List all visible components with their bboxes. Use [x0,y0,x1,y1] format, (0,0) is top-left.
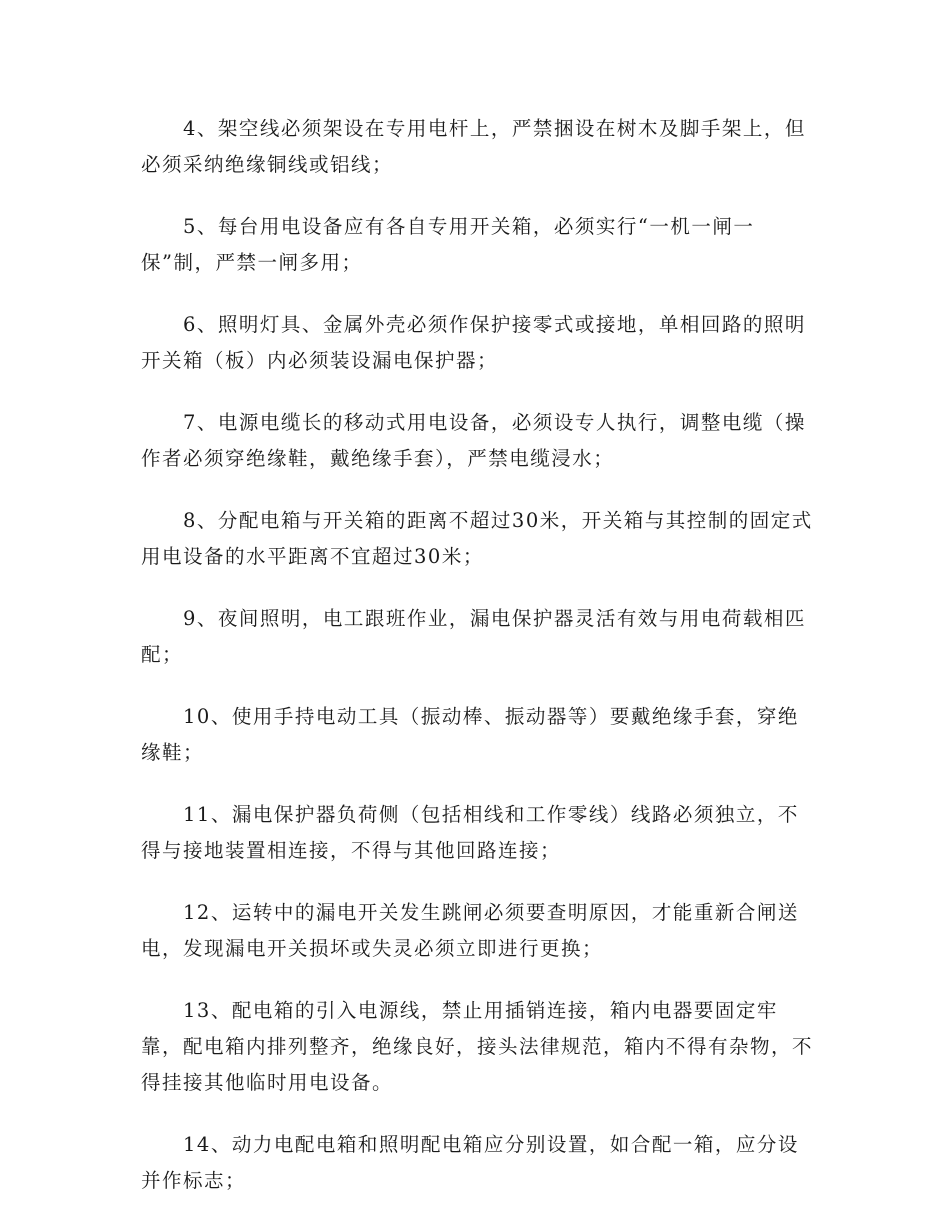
paragraph-item-7: 7、电源电缆长的移动式用电设备，必须设专人执行，调整电缆（操作者必须穿绝缘鞋，戴绝缘手套），严禁电缆浸水； [141,411,806,470]
paragraph-item-6: 6、照明灯具、金属外壳必须作保护接零式或接地，单相回路的照明开关箱（板）内必须装设漏电保护器； [141,313,806,372]
paragraph-item-8: 8、分配电箱与开关箱的距离不超过30米，开关箱与其控制的固定式用电设备的水平距离不宜超过30米； [141,509,813,568]
paragraph-item-14: 14、动力电配电箱和照明配电箱应分别设置，如合配一箱，应分设并作标志； [141,1133,799,1192]
paragraph-item-9: 9、夜间照明，电工跟班作业，漏电保护器灵活有效与用电荷载相匹配； [141,607,806,666]
paragraph-item-11: 11、漏电保护器负荷侧（包括相线和工作零线）线路必须独立，不得与接地装置相连接，不得与其他回路连接； [141,803,799,862]
paragraph-item-5: 5、每台用电设备应有各自专用开关箱，必须实行“一机一闸一保”制，严禁一闸多用； [141,215,755,274]
paragraph-item-12: 12、运转中的漏电开关发生跳闸必须要查明原因，才能重新合闸送电，发现漏电开关损坏或失灵必须立即进行更换； [141,901,799,960]
document-body [141,111,813,1225]
paragraph-item-13: 13、配电箱的引入电源线，禁止用插销连接，箱内电器要固定牢靠，配电箱内排列整齐，绝缘良好，接头法律规范，箱内不得有杂物，不得挂接其他临时用电设备。 [141,999,814,1094]
paragraph-item-10: 10、使用手持电动工具（振动棒、振动器等）要戴绝缘手套，穿绝缘鞋； [141,705,799,764]
paragraph-item-4: 4、架空线必须架设在专用电杆上，严禁捆设在树木及脚手架上，但必须采纳绝缘铜线或铝线； [141,117,806,176]
